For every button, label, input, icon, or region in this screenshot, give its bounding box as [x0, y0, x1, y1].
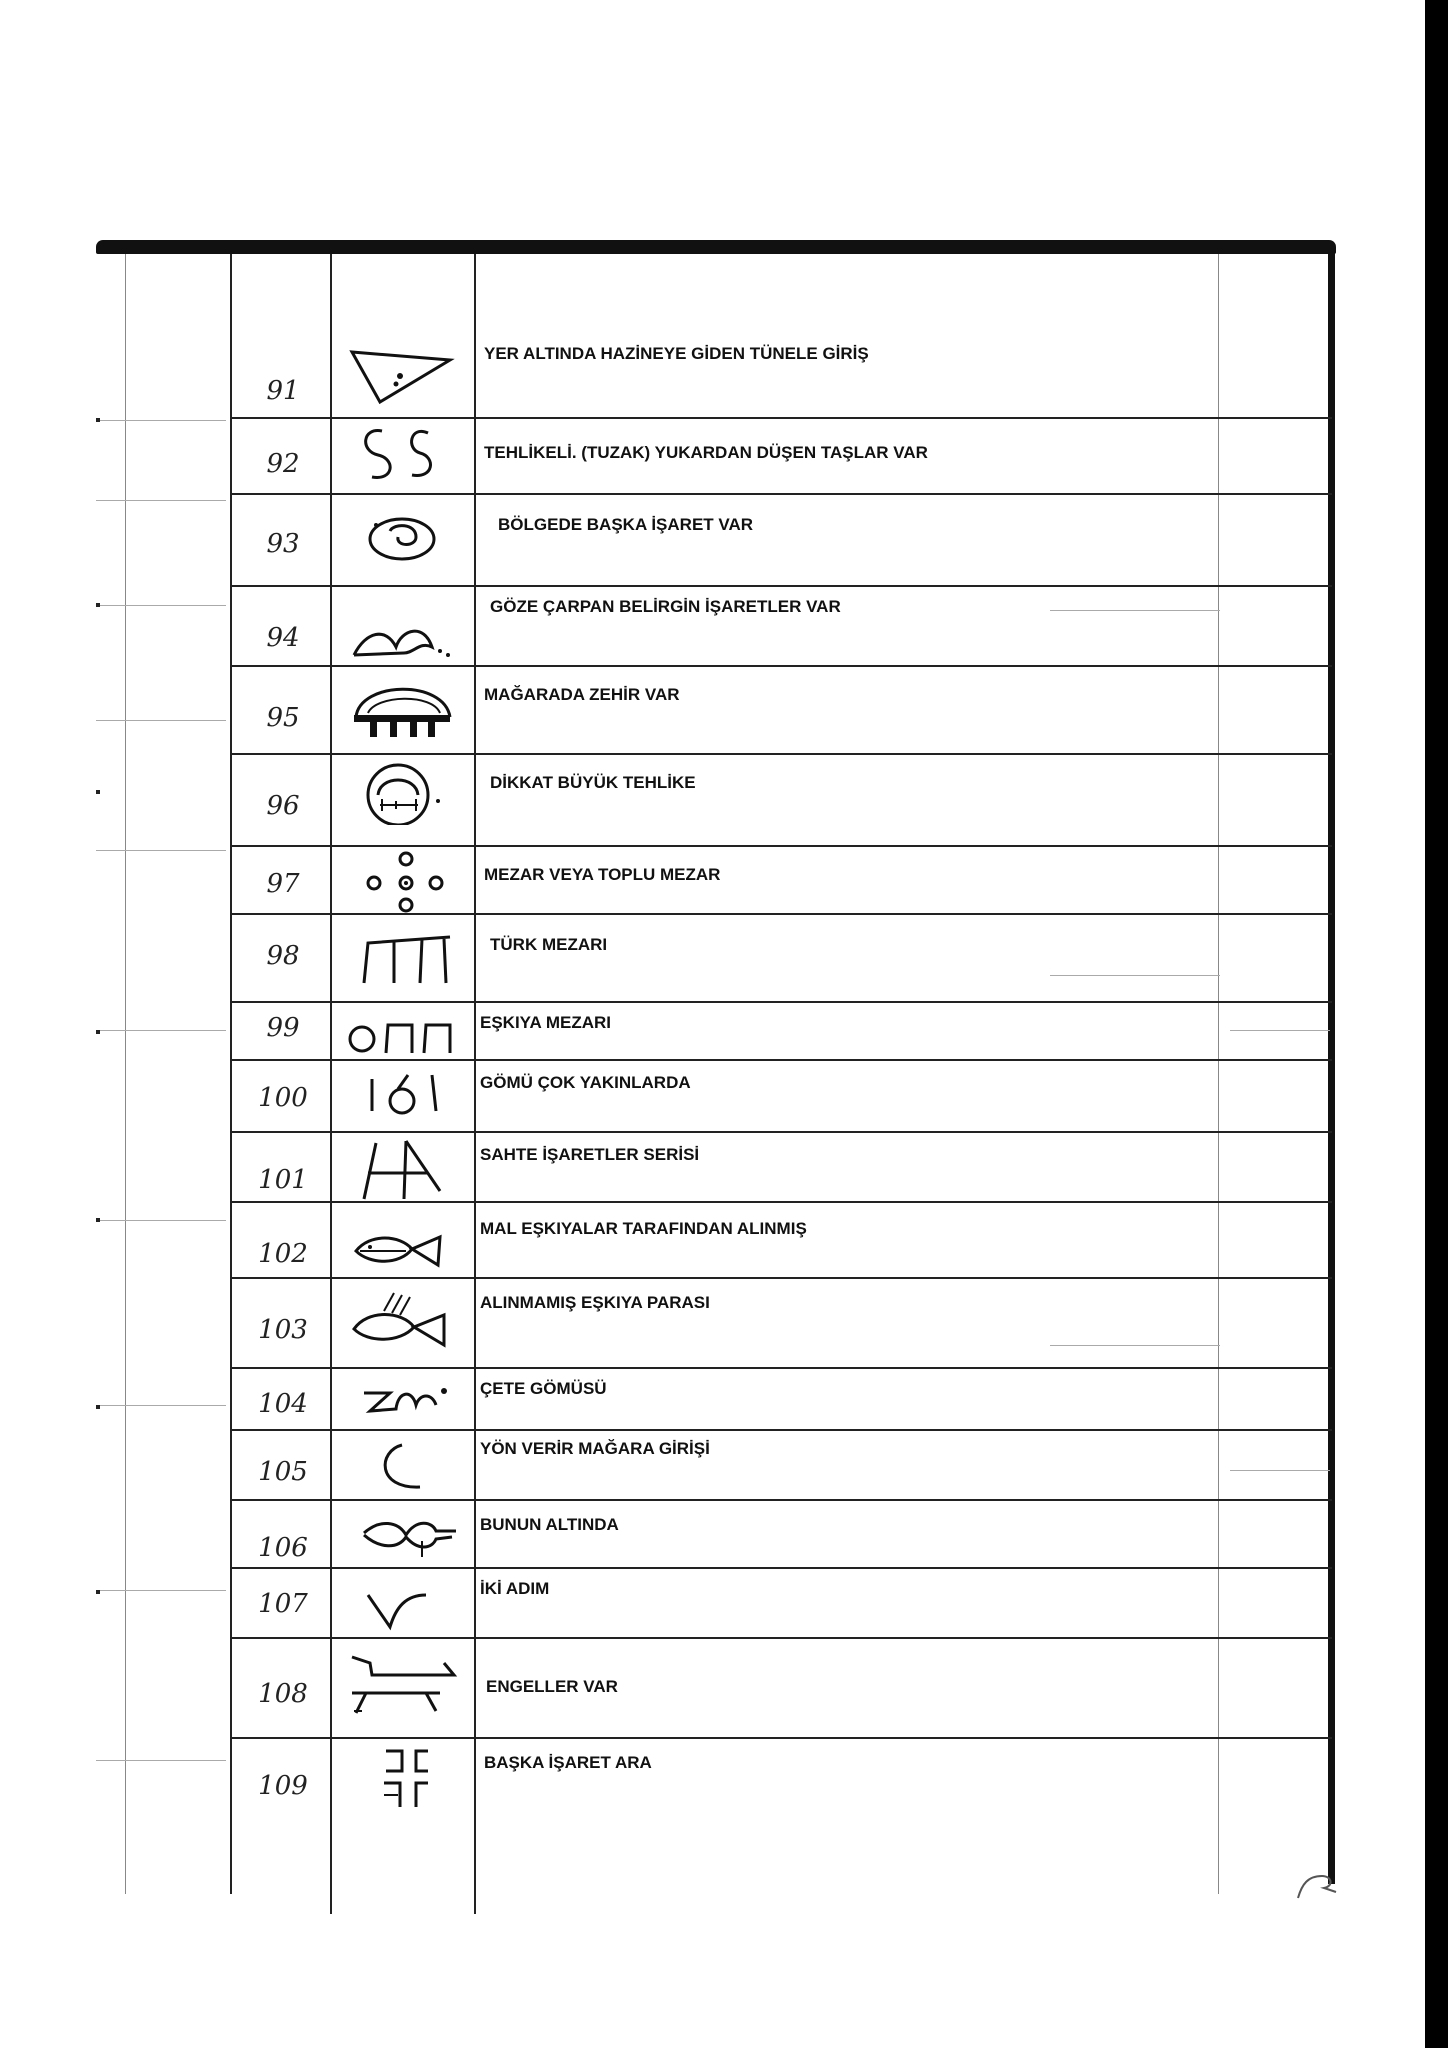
row-divider	[232, 913, 1332, 915]
row-caption: YER ALTINDA HAZİNEYE GİDEN TÜNELE GİRİŞ	[484, 344, 869, 363]
guide-line	[96, 1405, 226, 1406]
row-caption: SAHTE İŞARETLER SERİSİ	[480, 1145, 700, 1164]
dome-table-icon	[340, 673, 460, 739]
guide-line	[96, 1220, 226, 1221]
row-divider	[232, 1059, 1332, 1061]
row-caption: BÖLGEDE BAŞKA İŞARET VAR	[498, 515, 754, 534]
row-number: 103	[258, 1315, 308, 1345]
sled-icon	[340, 1653, 460, 1719]
margin-tick	[96, 1590, 100, 1594]
row-caption: ENGELLER VAR	[486, 1677, 618, 1696]
row-caption: TEHLİKELİ. (TUZAK) YUKARDAN DÜŞEN TAŞLAR VAR	[484, 443, 928, 462]
row-divider	[232, 665, 1332, 667]
row-caption: MAĞARADA ZEHİR VAR	[484, 685, 680, 704]
row-caption: ALINMAMIŞ EŞKIYA PARASI	[480, 1293, 710, 1312]
margin-tick	[96, 1030, 100, 1034]
row-number: 92	[266, 449, 300, 479]
guide-line	[96, 420, 226, 421]
fish-lines-icon	[340, 1287, 460, 1353]
row-caption: EŞKIYA MEZARI	[480, 1013, 611, 1032]
row-divider	[232, 1567, 1332, 1569]
row-divider	[232, 585, 1332, 587]
row-number: 108	[258, 1679, 308, 1709]
guide-line	[1050, 1345, 1220, 1346]
row-divider	[232, 1637, 1332, 1639]
row-number: 109	[258, 1771, 308, 1801]
row-divider	[232, 753, 1332, 755]
scan-edge	[1425, 0, 1448, 2048]
row-divider	[232, 1429, 1332, 1431]
row-caption: GÖMÜ ÇOK YAKINLARDA	[480, 1073, 691, 1092]
row-divider	[232, 1201, 1332, 1203]
row-number: 104	[258, 1389, 308, 1419]
check-v-icon	[340, 1579, 460, 1645]
guide-line	[96, 500, 226, 501]
row-caption: MEZAR VEYA TOPLU MEZAR	[484, 865, 721, 884]
fish-icon	[340, 1217, 460, 1283]
h-arrow-icon	[340, 1137, 460, 1203]
row-number: 91	[266, 376, 300, 406]
row-number: 95	[266, 703, 300, 733]
circle-face-icon	[340, 759, 460, 825]
bench-icon	[340, 919, 460, 985]
row-divider	[232, 1131, 1332, 1133]
row-divider	[232, 417, 1332, 419]
row-number: 99	[266, 1013, 300, 1043]
table-top-border	[96, 240, 1336, 254]
row-number: 101	[258, 1165, 308, 1195]
bars-circle-icon	[340, 1065, 460, 1131]
row-number: 94	[266, 623, 300, 653]
guide-line	[96, 1590, 226, 1591]
circles-cluster-icon	[340, 847, 460, 913]
guide-line	[1050, 610, 1220, 611]
column-divider-number	[230, 254, 232, 1894]
guide-line	[96, 605, 226, 606]
right-margin-line	[1218, 254, 1219, 1894]
row-number: 97	[266, 869, 300, 899]
corner-scribble	[1292, 1870, 1342, 1900]
row-caption: BAŞKA İŞARET ARA	[484, 1753, 652, 1772]
squiggle-icon	[340, 1369, 460, 1435]
margin-tick	[96, 603, 100, 607]
bird-icon	[340, 1501, 460, 1567]
row-caption: GÖZE ÇARPAN BELİRGİN İŞARETLER VAR	[490, 597, 841, 616]
row-caption: TÜRK MEZARI	[490, 935, 608, 954]
guide-line	[1050, 975, 1220, 976]
guide-line	[96, 1760, 226, 1761]
margin-tick	[96, 1218, 100, 1222]
guide-line	[1230, 1470, 1330, 1471]
triangle-icon	[340, 344, 460, 410]
row-number: 98	[266, 941, 300, 971]
row-number: 102	[258, 1239, 308, 1269]
row-caption: YÖN VERİR MAĞARA GİRİŞİ	[480, 1439, 710, 1458]
spiral-icon	[340, 501, 460, 567]
brackets-icon	[340, 1743, 460, 1809]
guide-line	[96, 720, 226, 721]
row-number: 100	[258, 1083, 308, 1113]
guide-line	[96, 850, 226, 851]
row-caption: DİKKAT BÜYÜK TEHLİKE	[490, 773, 696, 792]
column-divider-caption	[474, 254, 476, 1914]
row-caption: MAL EŞKIYALAR TARAFINDAN ALINMIŞ	[480, 1219, 807, 1238]
row-number: 96	[266, 791, 300, 821]
row-divider	[232, 1277, 1332, 1279]
double-s-icon	[340, 421, 460, 487]
row-caption: ÇETE GÖMÜSÜ	[480, 1379, 607, 1398]
margin-tick	[96, 418, 100, 422]
row-number: 107	[258, 1589, 308, 1619]
row-divider	[232, 493, 1332, 495]
guide-line	[1230, 1030, 1330, 1031]
c-curve-icon	[340, 1437, 460, 1503]
margin-tick	[96, 1405, 100, 1409]
row-number: 93	[266, 529, 300, 559]
row-number: 106	[258, 1533, 308, 1563]
row-divider	[232, 1737, 1332, 1739]
column-divider-symbol	[330, 254, 332, 1914]
wave-m-icon	[340, 607, 460, 673]
row-number: 105	[258, 1457, 308, 1487]
guide-line	[96, 1030, 226, 1031]
margin-tick	[96, 790, 100, 794]
row-caption: İKİ ADIM	[480, 1579, 550, 1598]
row-caption: BUNUN ALTINDA	[480, 1515, 619, 1534]
